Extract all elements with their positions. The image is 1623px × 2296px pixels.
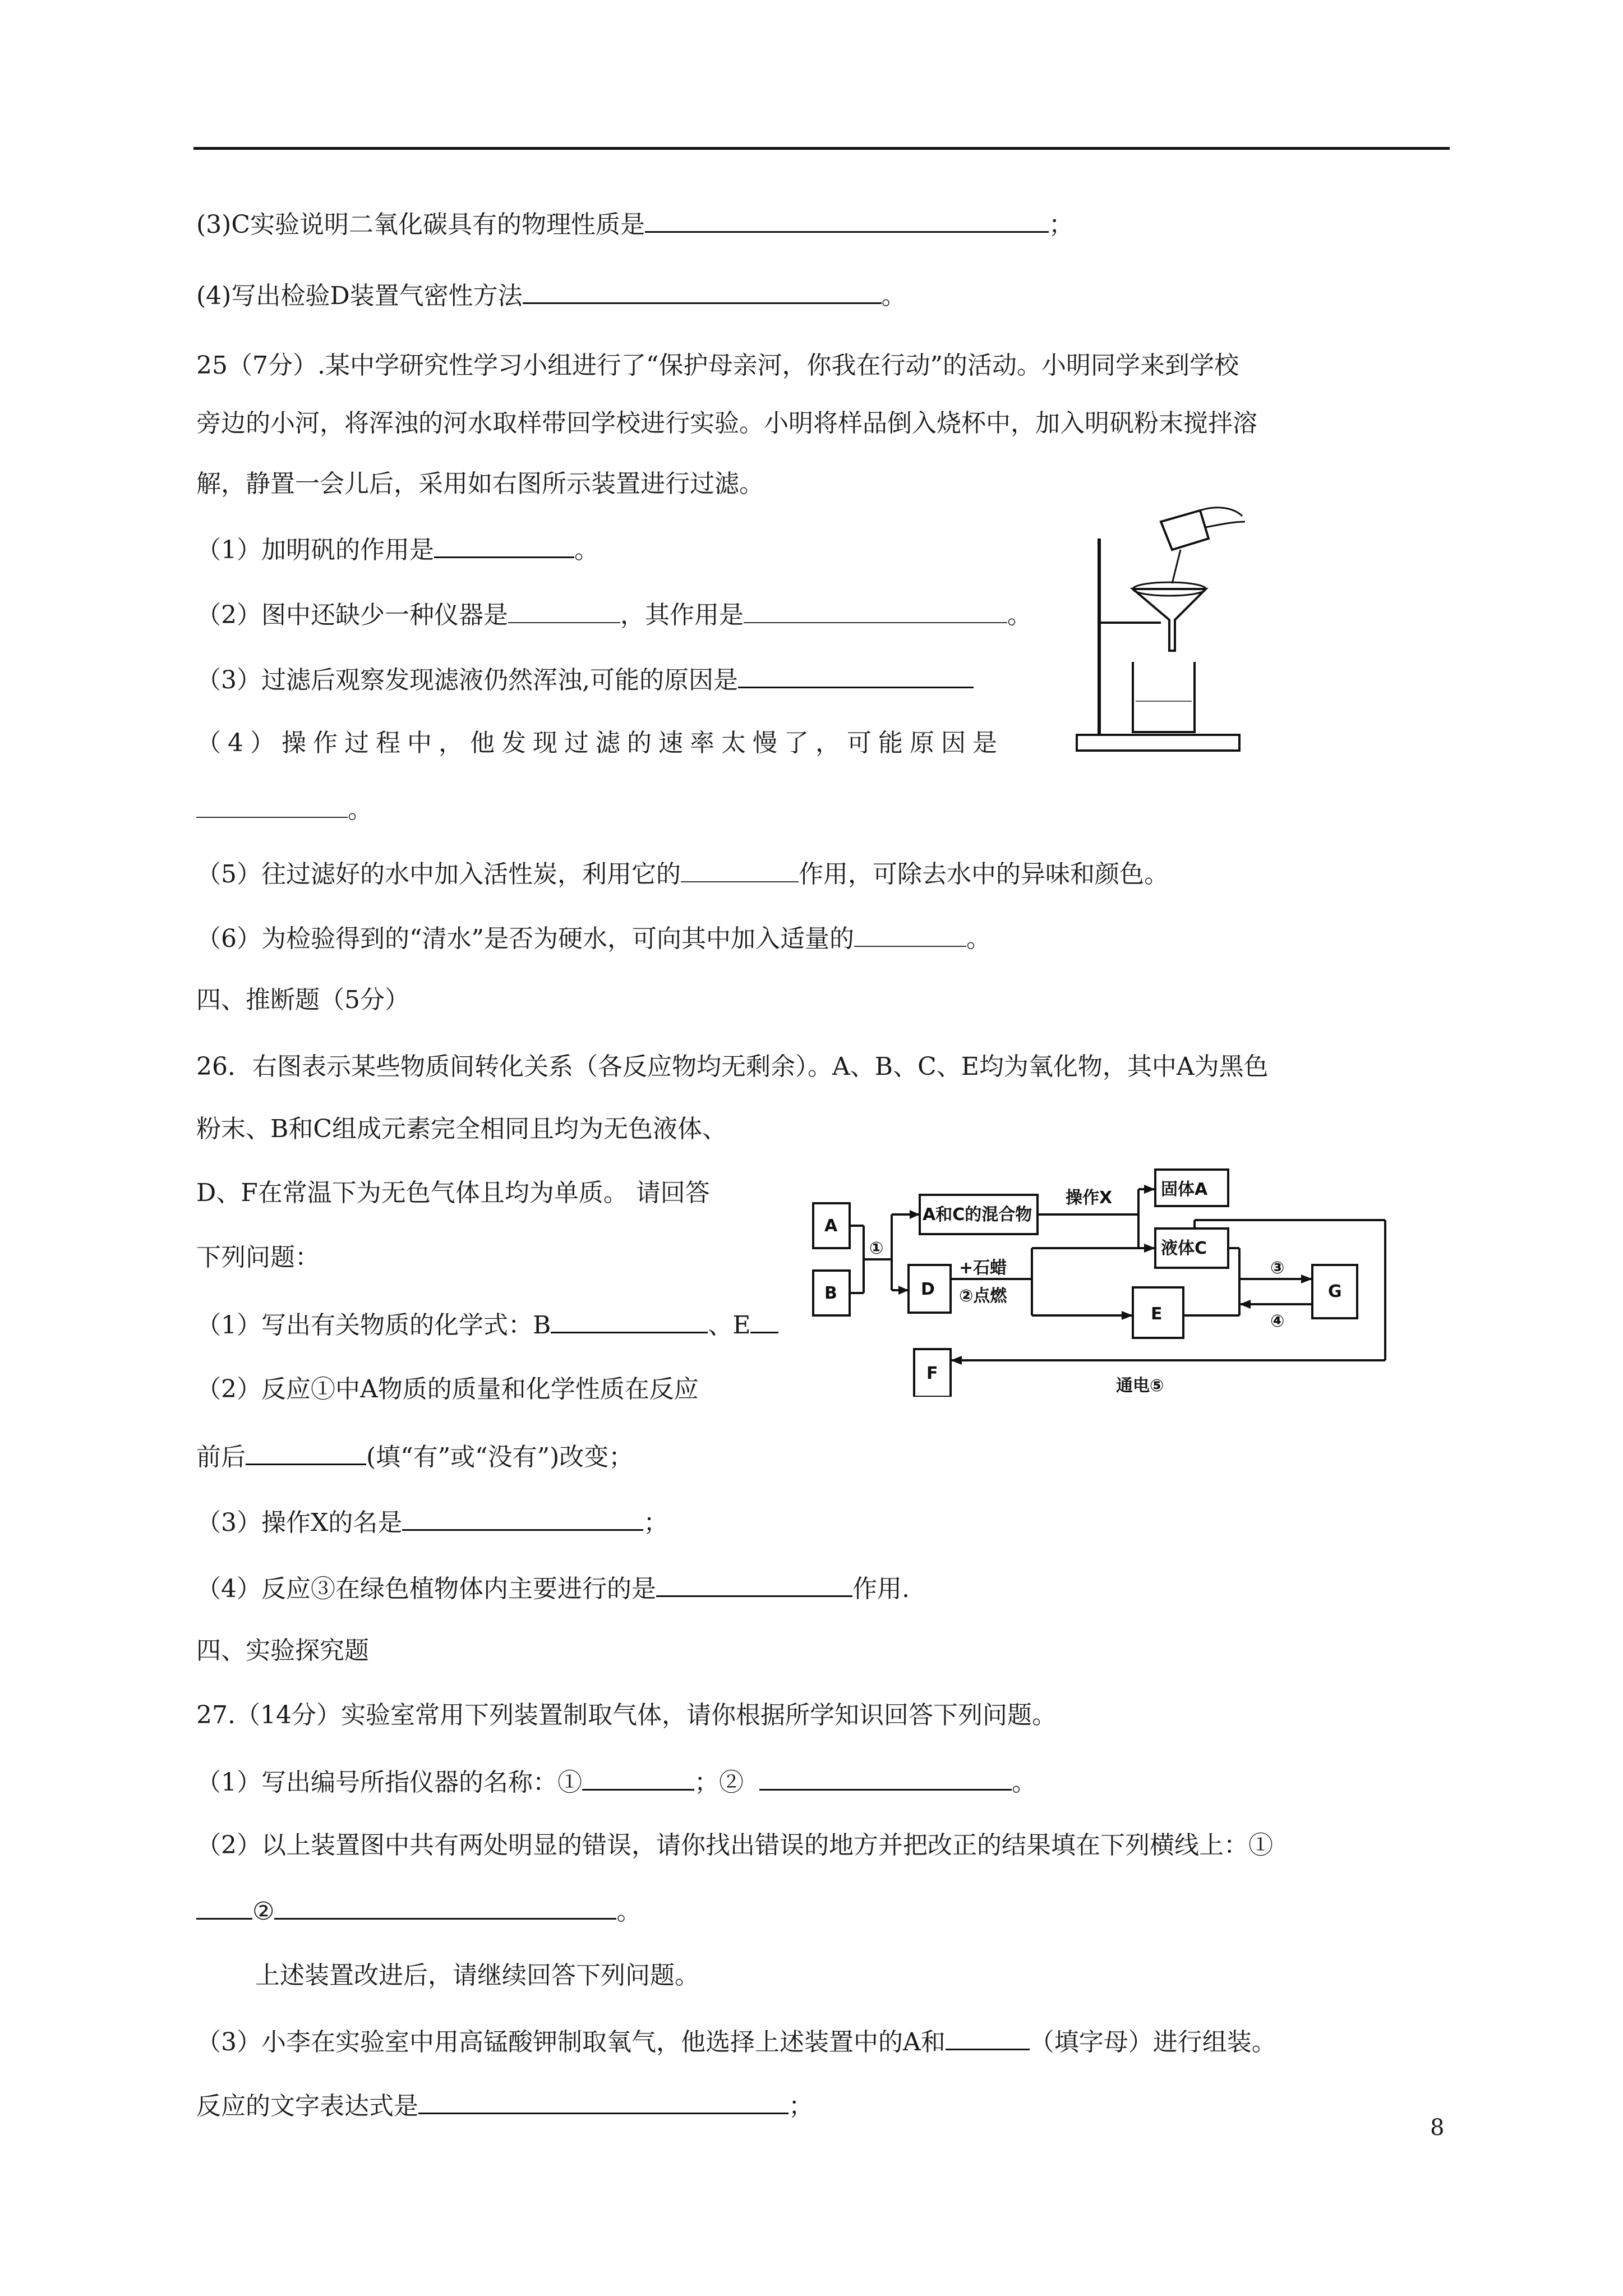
header-rule bbox=[193, 147, 1450, 150]
q26-4-text: （4）反应③在绿色植物体内主要进行的是 bbox=[196, 1575, 656, 1603]
q26-3-blank[interactable] bbox=[402, 1504, 643, 1531]
q26-1-blank-e[interactable] bbox=[750, 1307, 778, 1333]
q26-2-text: 前后 bbox=[196, 1443, 246, 1471]
q27-note: 上述装置改进后，请继续回答下列问题。 bbox=[255, 1961, 699, 1990]
label-r5: 通电⑤ bbox=[1116, 1376, 1164, 1396]
glass-rod bbox=[1172, 550, 1181, 583]
q27-3-text: （3）小李在实验室中用高锰酸钾制取氧气，他选择上述装置中的A和 bbox=[196, 2028, 946, 2056]
q25-4-line-2 bbox=[196, 792, 372, 826]
conversion-diagram bbox=[802, 1156, 1391, 1397]
q26-intro-1: 26．右图表示某些物质间转化关系（各反应物均无剩余）。A、B、C、E均为氧化物，其中A为黑色 bbox=[196, 1052, 1269, 1081]
q27-3-end: （填字母）进行组装。 bbox=[1029, 2028, 1276, 2056]
label-mix: A和C的混合物 bbox=[923, 1205, 1032, 1225]
q26-2-blank[interactable] bbox=[246, 1439, 366, 1465]
q26-intro-3: D、F在常温下为无色气体且均为单质。 请回答 bbox=[196, 1179, 710, 1207]
q27-1-line bbox=[196, 1764, 1036, 1798]
q27-2-blank-2[interactable] bbox=[274, 1893, 616, 1920]
q27-1-blank-1[interactable] bbox=[582, 1764, 694, 1791]
label-e: E bbox=[1151, 1304, 1163, 1324]
q25-1-text: （1）加明矾的作用是 bbox=[196, 536, 434, 564]
q27-1-text: （1）写出编号所指仪器的名称：① bbox=[196, 1768, 582, 1797]
q25-intro-2: 旁边的小河，将浑浊的河水取样带回学校进行实验。小明将样品倒入烧杯中，加入明矾粉末搅拌溶 bbox=[196, 409, 1257, 438]
q25-5-blank[interactable] bbox=[681, 857, 799, 882]
q25-3-text: （3）过滤后观察发现滤液仍然浑浊,可能的原因是 bbox=[196, 666, 738, 694]
q27-3-text-2: 反应的文字表达式是 bbox=[196, 2092, 418, 2120]
q26-4-end: 作用. bbox=[852, 1575, 910, 1603]
label-wax: +石蜡 bbox=[959, 1258, 1007, 1278]
q27-2-blank-1[interactable] bbox=[196, 1893, 252, 1920]
q24-3-text: (3)C实验说明二氧化碳具有的物理性质是 bbox=[196, 210, 645, 239]
q25-6-end: 。 bbox=[966, 924, 991, 953]
q27-intro: 27.（14分）实验室常用下列装置制取气体，请你根据所学知识回答下列问题。 bbox=[196, 1701, 1057, 1729]
q25-6-blank[interactable] bbox=[854, 921, 966, 947]
q25-6-text: （6）为检验得到的“清水”是否为硬水，可向其中加入适量的 bbox=[196, 924, 854, 953]
q25-4-blank[interactable] bbox=[196, 792, 348, 818]
q26-2-line: （2）反应①中A物质的质量和化学性质在反应 bbox=[196, 1375, 699, 1404]
beaker bbox=[1133, 662, 1195, 732]
q25-1-blank[interactable] bbox=[434, 532, 574, 558]
q25-intro-1: 25（7分）.某中学研究性学习小组进行了“保护母亲河，你我在行动”的活动。小明同学来到学校 bbox=[196, 351, 1239, 380]
q26-1-blank-b[interactable] bbox=[551, 1307, 708, 1333]
q27-1-end: 。 bbox=[1011, 1768, 1036, 1797]
q27-3-line-2 bbox=[196, 2088, 813, 2122]
label-f: F bbox=[926, 1364, 938, 1383]
q26-1-line bbox=[196, 1307, 778, 1341]
q25-4-line: （4）操作过程中，他发现过滤的速率太慢了，可能原因是 bbox=[196, 729, 1004, 757]
q26-2-end: (填“有”或“没有”)改变； bbox=[366, 1443, 634, 1471]
label-solid-a: 固体A bbox=[1161, 1180, 1208, 1199]
q27-2-mid: ② bbox=[252, 1897, 275, 1926]
label-r1: ① bbox=[869, 1239, 884, 1258]
q24-4-line bbox=[196, 278, 906, 311]
label-r4: ④ bbox=[1270, 1312, 1285, 1331]
q25-2-text: （2）图中还缺少一种仪器是 bbox=[196, 601, 508, 629]
q25-2-blank-b[interactable] bbox=[744, 597, 1007, 623]
q25-5-line bbox=[196, 857, 1169, 890]
q26-3-end: ； bbox=[643, 1508, 668, 1537]
q24-4-blank[interactable] bbox=[523, 278, 882, 304]
q27-2-end: 。 bbox=[616, 1897, 642, 1926]
page-number: 8 bbox=[1430, 2115, 1445, 2141]
label-g: G bbox=[1328, 1282, 1342, 1301]
q26-4-blank[interactable] bbox=[656, 1571, 852, 1597]
section-5-heading: 四、实验探究题 bbox=[196, 1636, 369, 1665]
q24-4-text: (4)写出检验D装置气密性方法 bbox=[196, 282, 523, 310]
q25-6-line bbox=[196, 921, 991, 955]
q25-1-end: 。 bbox=[574, 536, 599, 564]
q27-2-line: （2）以上装置图中共有两处明显的错误，请你找出错误的地方并把改正的结果填在下列横线上：① bbox=[196, 1831, 1273, 1860]
label-op-x: 操作X bbox=[1066, 1188, 1113, 1208]
q25-2-line bbox=[196, 597, 1032, 631]
stand-base bbox=[1077, 735, 1239, 751]
q26-3-text: （3）操作X的名是 bbox=[196, 1508, 403, 1537]
pouring-beaker bbox=[1161, 510, 1209, 550]
q27-3-blank-1[interactable] bbox=[946, 2024, 1030, 2050]
q27-3-blank-2[interactable] bbox=[418, 2088, 789, 2114]
section-4-heading: 四、推断题（5分） bbox=[196, 986, 409, 1014]
q26-3-line bbox=[196, 1504, 668, 1538]
q25-2-mid: ，其作用是 bbox=[620, 601, 744, 629]
q27-2-line-2 bbox=[196, 1893, 641, 1927]
q24-4-end: 。 bbox=[881, 282, 906, 310]
q24-3-end: ； bbox=[1049, 210, 1073, 239]
q26-1-text: （1）写出有关物质的化学式：B bbox=[196, 1311, 551, 1340]
q25-1-line bbox=[196, 532, 599, 565]
q27-3-line bbox=[196, 2024, 1276, 2058]
q26-intro-2: 粉末、B和C组成元素完全相同且均为无色液体、 bbox=[196, 1115, 727, 1143]
q26-1-mid: 、E bbox=[708, 1311, 751, 1340]
q25-4-end: 。 bbox=[348, 795, 372, 824]
q25-5-text: （5）往过滤好的水中加入活性炭，利用它的 bbox=[196, 860, 681, 889]
label-b: B bbox=[824, 1283, 837, 1303]
label-d: D bbox=[921, 1280, 935, 1299]
q25-2-blank-a[interactable] bbox=[508, 597, 620, 623]
q26-2-line-2 bbox=[196, 1439, 633, 1473]
q27-3-end-2: ； bbox=[789, 2092, 813, 2120]
q25-intro-3: 解，静置一会儿后，采用如右图所示装置进行过滤。 bbox=[196, 470, 764, 498]
q25-2-end: 。 bbox=[1007, 601, 1032, 629]
q25-3-blank[interactable] bbox=[738, 662, 974, 688]
label-r2: ②点燃 bbox=[959, 1286, 1007, 1306]
q24-3-blank[interactable] bbox=[645, 206, 1049, 233]
q25-5-end: 作用，可除去水中的异味和颜色。 bbox=[799, 860, 1169, 889]
filtration-apparatus-figure bbox=[1066, 505, 1251, 752]
q24-3-line bbox=[196, 206, 1073, 240]
q26-intro-4: 下列问题： bbox=[196, 1243, 320, 1272]
q26-4-line bbox=[196, 1571, 910, 1604]
q25-3-line bbox=[196, 662, 974, 696]
funnel bbox=[1133, 589, 1206, 651]
q27-1-mid: ；② bbox=[694, 1768, 744, 1797]
hand bbox=[1200, 508, 1245, 527]
q27-1-blank-2[interactable] bbox=[759, 1764, 1012, 1791]
label-liquid-c: 液体C bbox=[1161, 1239, 1207, 1258]
label-a: A bbox=[824, 1216, 838, 1236]
label-r3: ③ bbox=[1270, 1258, 1285, 1278]
